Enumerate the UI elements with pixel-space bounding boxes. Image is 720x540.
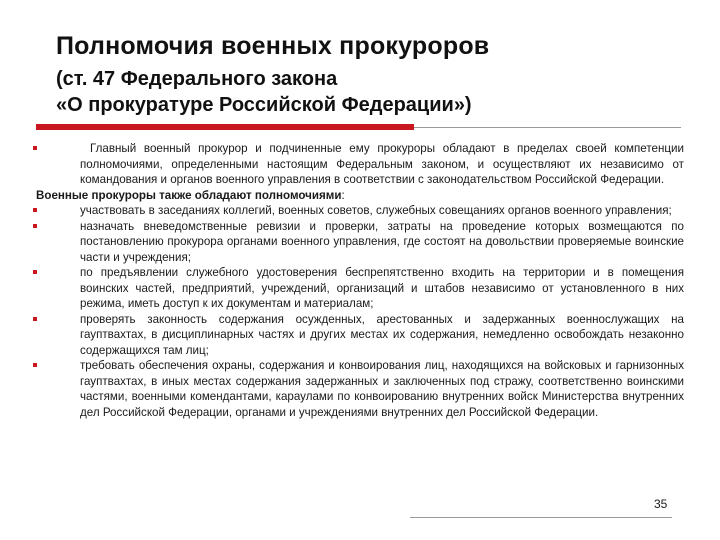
bullet-icon: [33, 224, 37, 228]
slide-subtitle-line-1: (ст. 47 Федерального закона: [56, 68, 338, 90]
power-list-item: [32, 358, 684, 420]
bullet-icon: [33, 270, 37, 274]
footer-divider-line: [410, 517, 672, 518]
bullet-icon: [33, 317, 37, 321]
slide-title: Полномочия военных прокуроров: [56, 32, 490, 60]
power-list-item-text: по предъявлении служебного удостоверения беспрепятственно входить на территории и в помещения воинских частей, предприятий, учреждений, организаций и штабов независимо от установленного в них режима, иметь доступ к их документам и материалам;: [80, 266, 684, 310]
title-accent-bar: [36, 124, 414, 130]
powers-lead-sentence: [32, 188, 684, 204]
page-number: 35: [654, 497, 668, 511]
powers-lead-strong: Военные прокуроры также обладают полномочиями: [36, 188, 342, 202]
intro-paragraph-text: Главный военный прокурор и подчиненные ему прокуроры обладают в пределах своей компетенции полномочиями, определенными настоящим Федеральным законом, и осуществляют их независимо от командования и органов военного управления в соответствии с законодательством Российской Федерации.: [80, 142, 684, 186]
power-list-item: [32, 219, 684, 266]
slide-body: [32, 141, 684, 420]
intro-paragraph: [32, 141, 684, 188]
power-list-item: [32, 265, 684, 312]
power-list-item-text: назначать вневедомственные ревизии и проверки, затраты на проведение которых возмещаются по постановлению прокурора органами военного управления, где состоят на довольствии проверяемые воинские части и учреждения;: [80, 219, 684, 264]
power-list-item: [32, 203, 684, 219]
slide-subtitle-line-2: «О прокуратуре Российской Федерации»): [56, 94, 472, 116]
bullet-icon: [33, 208, 37, 212]
bullet-icon: [33, 363, 37, 367]
powers-lead-tail: :: [341, 188, 345, 202]
power-list-item-text: проверять законность содержания осужденных, арестованных и задержанных военнослужащих на гауптвахтах, в дисциплинарных частях и других местах их содержания, немедленно освобождать незаконно содержащихся там лиц;: [80, 312, 684, 357]
power-list-item-text: участвовать в заседаниях коллегий, военных советов, служебных совещаниях органов военного управления;: [80, 204, 672, 217]
power-list-item-text: требовать обеспечения охраны, содержания и конвоирования лиц, находящихся на войсковых и гарнизонных гауптвахтах, в иных местах содержания задержанных и заключенных под стражу, соответственно воинскими частями, военными комендантами, караулами по конвоированию внутренних войск Министерства внутренних дел Российской Федерации, органами и учреждениями внутренних дел Российской Федерации.: [80, 359, 684, 419]
bullet-icon: [33, 146, 37, 150]
power-list-item: [32, 312, 684, 359]
